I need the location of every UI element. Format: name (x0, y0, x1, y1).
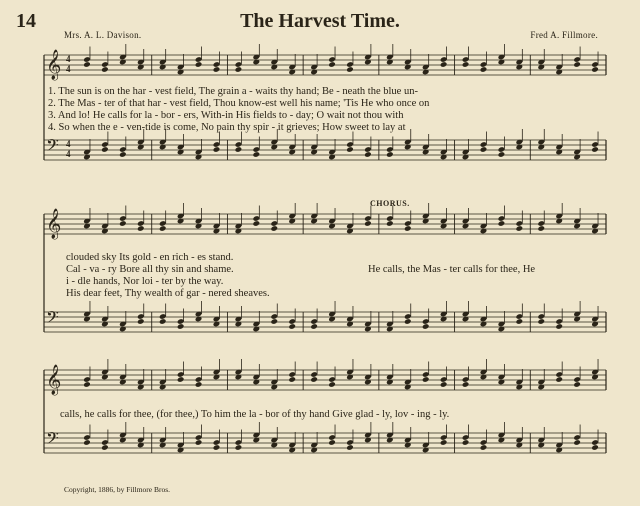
note-head (195, 61, 203, 68)
note-head (195, 381, 203, 388)
note-head (422, 323, 430, 330)
note-head (573, 61, 581, 68)
note-head (235, 444, 243, 451)
note-head (364, 220, 372, 227)
note-head (83, 61, 91, 68)
chorus-lyric-1: He calls, the Mas - ter calls for thee, He (368, 264, 536, 275)
time-signature: 4 (66, 64, 71, 74)
note-head (310, 323, 318, 330)
note-head (101, 146, 109, 153)
bass-clef: 𝄢 (46, 428, 59, 452)
note-head (480, 146, 488, 153)
note-head (346, 66, 354, 73)
note-head (346, 146, 354, 153)
note-head (404, 318, 412, 325)
note-head (386, 220, 394, 227)
note-head (440, 61, 448, 68)
note-head (555, 323, 563, 330)
verse-line-4: 4. So when the e - ven-tide is come, No pain thy spir - it grieves; How sweet to lay at (48, 122, 406, 133)
treble-clef: 𝄞 (46, 50, 62, 80)
note-head (288, 376, 296, 383)
verse-line-1: 1. The sun is on the har - vest field, The grain a - waits thy hand; Be - neath the blue un- (48, 86, 418, 97)
note-head (137, 225, 145, 232)
note-head (591, 66, 599, 73)
note-head (440, 381, 448, 388)
verse-end-line-4: His dear feet, Thy wealth of gar - nered sheaves. (66, 288, 270, 299)
chorus-label: CHORUS. (370, 199, 410, 208)
note-head (346, 444, 354, 451)
note-head (422, 376, 430, 383)
note-head (177, 376, 185, 383)
note-head (364, 151, 372, 158)
note-head (480, 444, 488, 451)
copyright-notice: Copyright, 1886, by Fillmore Bros. (64, 485, 171, 494)
note-head (159, 318, 167, 325)
note-head (573, 381, 581, 388)
verse-line-2: 2. The Mas - ter of that har - vest field, Thou know-est well his name; 'Tis He who once on (48, 98, 430, 109)
chorus-lyric-2: calls, he calls for thee, (for thee,) To him the la - bor of thy hand Give glad - ly, lov - ing - ly. (60, 409, 450, 420)
note-head (253, 151, 261, 158)
lyricist-credit: Mrs. A. L. Davison. (64, 30, 142, 40)
note-head (328, 439, 336, 446)
note-head (213, 66, 221, 73)
note-head (573, 439, 581, 446)
note-head (480, 66, 488, 73)
time-signature: 4 (66, 139, 71, 149)
page-number: 14 (16, 10, 36, 32)
note-head (270, 225, 278, 232)
note-head (310, 376, 318, 383)
note-head (328, 61, 336, 68)
note-head (253, 220, 261, 227)
note-head (119, 151, 127, 158)
treble-clef: 𝄞 (46, 209, 62, 239)
note-head (159, 225, 167, 232)
note-head (101, 66, 109, 73)
note-head (462, 61, 470, 68)
note-head (235, 66, 243, 73)
note-head (462, 439, 470, 446)
bass-clef: 𝄢 (46, 307, 59, 331)
verse-end-line-1: clouded sky Its gold - en rich - es stand. (66, 252, 234, 263)
time-signature: 4 (66, 149, 71, 159)
note-head (83, 381, 91, 388)
note-head (516, 318, 524, 325)
note-head (235, 146, 243, 153)
note-head (101, 444, 109, 451)
hymn-title: The Harvest Time. (240, 10, 400, 32)
treble-clef: 𝄞 (46, 365, 62, 395)
note-head (516, 225, 524, 232)
time-signature: 4 (66, 54, 71, 64)
note-head (440, 439, 448, 446)
note-head (288, 323, 296, 330)
note-head (213, 444, 221, 451)
note-head (591, 146, 599, 153)
bass-clef: 𝄢 (46, 135, 59, 159)
composer-credit: Fred A. Fillmore. (530, 30, 598, 40)
note-head (498, 220, 506, 227)
note-head (555, 376, 563, 383)
note-head (137, 318, 145, 325)
note-head (537, 318, 545, 325)
verse-line-3: 3. And lo! He calls for la - bor - ers, With-in His fields to - day; O wait not thou with (48, 110, 404, 121)
note-head (498, 151, 506, 158)
note-head (328, 381, 336, 388)
note-head (591, 444, 599, 451)
note-head (177, 323, 185, 330)
verse-end-line-2: Cal - va - ry Bore all thy sin and shame. (66, 264, 234, 275)
note-head (119, 220, 127, 227)
note-head (213, 146, 221, 153)
note-head (537, 225, 545, 232)
note-head (270, 318, 278, 325)
note-head (83, 439, 91, 446)
note-head (195, 439, 203, 446)
note-head (386, 151, 394, 158)
note-head (404, 225, 412, 232)
note-head (462, 381, 470, 388)
verse-end-line-3: i - dle hands, Nor loi - ter by the way. (66, 276, 224, 287)
